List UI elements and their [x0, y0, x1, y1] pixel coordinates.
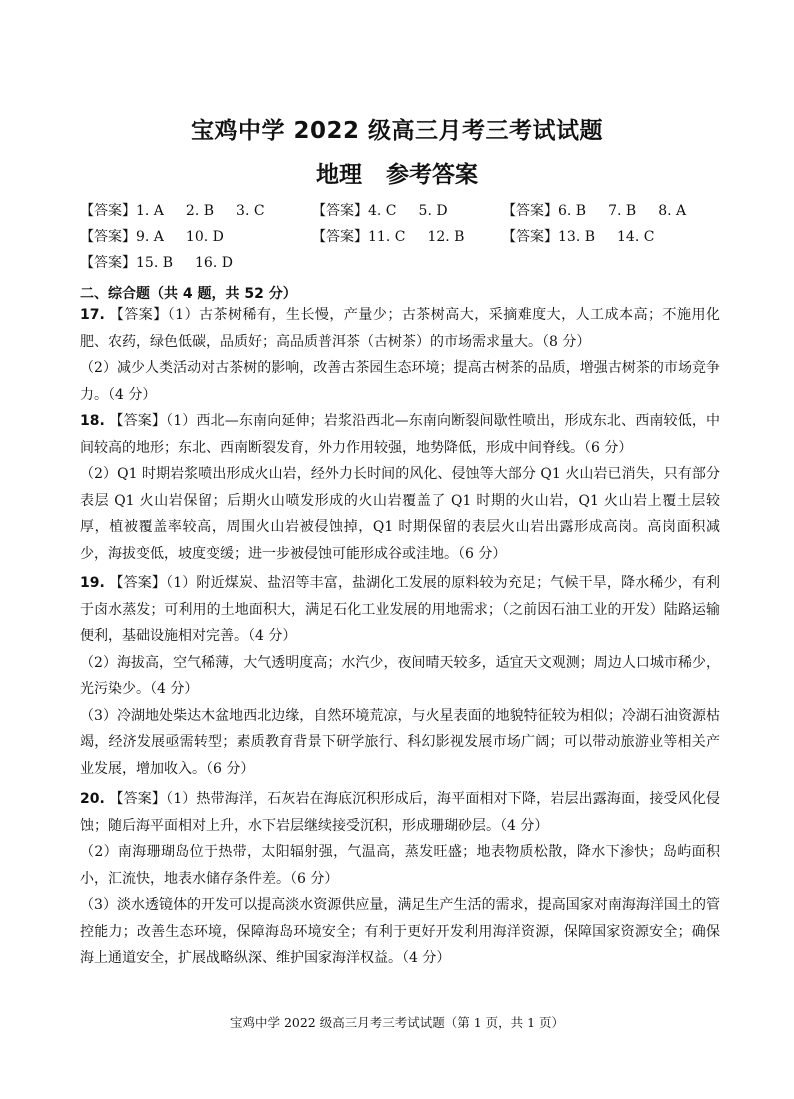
question-17 — [80, 302, 720, 408]
answer-item: 4. C — [368, 203, 397, 219]
question-18 — [80, 408, 720, 567]
question-20-part-2: （2）南海珊瑚岛位于热带，太阳辐射强，气温高，蒸发旺盛；地表物质松散，降水下渗快；岛屿面积小，汇流快，地表水储存条件差。（6 分） — [80, 844, 720, 887]
answer-tag: 【答案】 — [502, 203, 558, 219]
page-footer: 宝鸡中学 2022 级高三月考三考试试题（第 1 页，共 1 页） — [229, 1015, 565, 1030]
question-20 — [80, 786, 720, 972]
answer-tag: 【答案】 — [312, 229, 368, 245]
question-18-part-2: （2）Q1 时期岩浆喷出形成火山岩，经外力长时间的风化、侵蚀等大部分 Q1 火山岩已消失，只有部分表层 Q1 火山岩保留；后期火山喷发形成的火山岩覆盖了 Q1 时期的火山岩，Q1 火山岩上覆土层较厚，植被覆盖率较高，周围火山岩被侵蚀掉，Q1 时期保留的表层火山岩出露形成高岗。高岗面积减少，海拔变低，坡度变缓；进一步被侵蚀可能形成谷或洼地。（6 分） — [80, 466, 720, 562]
answer-item: 8. A — [658, 203, 687, 219]
answer-item: 10. D — [185, 229, 224, 245]
answer-group — [80, 252, 255, 272]
answer-tag: 【答案】 — [312, 203, 368, 219]
answer-tag: 【答案】 — [80, 203, 136, 219]
answer-item: 5. D — [418, 203, 448, 219]
question-19-part-2: （2）海拔高，空气稀薄，大气透明度高；水汽少，夜间晴天较多，适宜天文观测；周边人口城市稀少，光污染少。（4 分） — [80, 654, 720, 697]
page-subtitle — [0, 156, 794, 189]
subject-label: 地理 — [316, 162, 362, 188]
section-heading: 二、综合题（共 4 题，共 52 分） — [80, 286, 297, 302]
answer-item: 11. C — [368, 229, 406, 245]
answer-text: 【答案】（1）古茶树稀有，生长慢，产量少；古茶树高大，采摘难度大，人工成本高；不施用化肥、农药，绿色低碳，品质好；高品质普洱茶（古树茶）的市场需求量大。（8 分） — [80, 307, 720, 350]
question-17-part-2: （2）减少人类活动对古茶树的影响，改善古茶园生态环境；提高古树茶的品质，增强古树茶的市场竞争力。（4 分） — [80, 360, 720, 403]
answer-group — [80, 226, 246, 246]
answer-tag: 【答案】 — [502, 229, 558, 245]
question-number: 20. — [80, 791, 105, 807]
answer-item: 12. B — [427, 229, 465, 245]
answer-tag: 【答案】 — [80, 255, 136, 271]
question-18-part-1 — [80, 408, 720, 461]
answer-item: 6. B — [558, 203, 587, 219]
answer-group — [312, 226, 486, 246]
answer-tag: 【答案】 — [80, 229, 136, 245]
answer-item: 9. A — [136, 229, 164, 245]
answer-item: 16. D — [195, 255, 233, 271]
question-number: 19. — [80, 575, 105, 591]
answer-group — [502, 226, 676, 246]
question-20-part-3: （3）淡水透镜体的开发可以提高淡水资源供应量，满足生产生活的需求，提高国家对南海海洋国土的管控能力；改善生态环境，保障海岛环境安全；有利于更好开发利用海洋资源，保障国家资源安全；确保海上通道安全，扩展战略纵深、维护国家海洋权益。（4 分） — [80, 897, 720, 966]
question-19 — [80, 570, 720, 782]
answer-text: 【答案】（1）西北—东南向延伸；岩浆沿西北—东南向断裂间歇性喷出，形成东北、西南较低，中间较高的地形；东北、西南断裂发育，外力作用较强，地势降低，形成中间脊线。（6 分） — [80, 413, 720, 456]
answer-item: 2. B — [185, 203, 215, 219]
answer-text: 【答案】（1）附近煤炭、盐沼等丰富，盐湖化工发展的原料较为充足；气候干旱，降水稀少，有利于卤水蒸发；可利用的土地面积大，满足石化工业发展的用地需求；（之前因石油工业的开发）陆路运输便利，基础设施相对完善。（4 分） — [80, 575, 720, 644]
answer-item: 14. C — [617, 229, 655, 245]
answer-item: 7. B — [608, 203, 637, 219]
question-number: 18. — [80, 413, 105, 429]
question-20-part-1 — [80, 786, 720, 839]
question-17-part-1 — [80, 302, 720, 355]
answer-group — [502, 200, 708, 220]
answer-text: 【答案】（1）热带海洋，石灰岩在海底沉积形成后，海平面相对下降，岩层出露海面，接受风化侵蚀；随后海平面相对上升，水下岩层继续接受沉积，形成珊瑚砂层。（4 分） — [80, 791, 720, 834]
answer-item: 15. B — [136, 255, 174, 271]
question-19-part-1 — [80, 570, 720, 650]
question-19-part-3: （3）冷湖地处柴达木盆地西北边缘，自然环境荒凉，与火星表面的地貌特征较为相似；冷湖石油资源枯竭，经济发展亟需转型；素质教育背景下研学旅行、科幻影视发展市场广阔；可以带动旅游业等相关产业发展，增加收入。（6 分） — [80, 707, 720, 777]
answer-item: 1. A — [136, 203, 164, 219]
answer-item: 3. C — [236, 203, 265, 219]
page-title: 宝鸡中学 2022 级高三月考三考试试题 — [190, 118, 604, 144]
answer-item: 13. B — [558, 229, 596, 245]
reference-answer-label: 参考答案 — [386, 162, 478, 188]
answer-group — [80, 200, 287, 220]
question-number: 17. — [80, 307, 105, 323]
answer-group — [312, 200, 470, 220]
